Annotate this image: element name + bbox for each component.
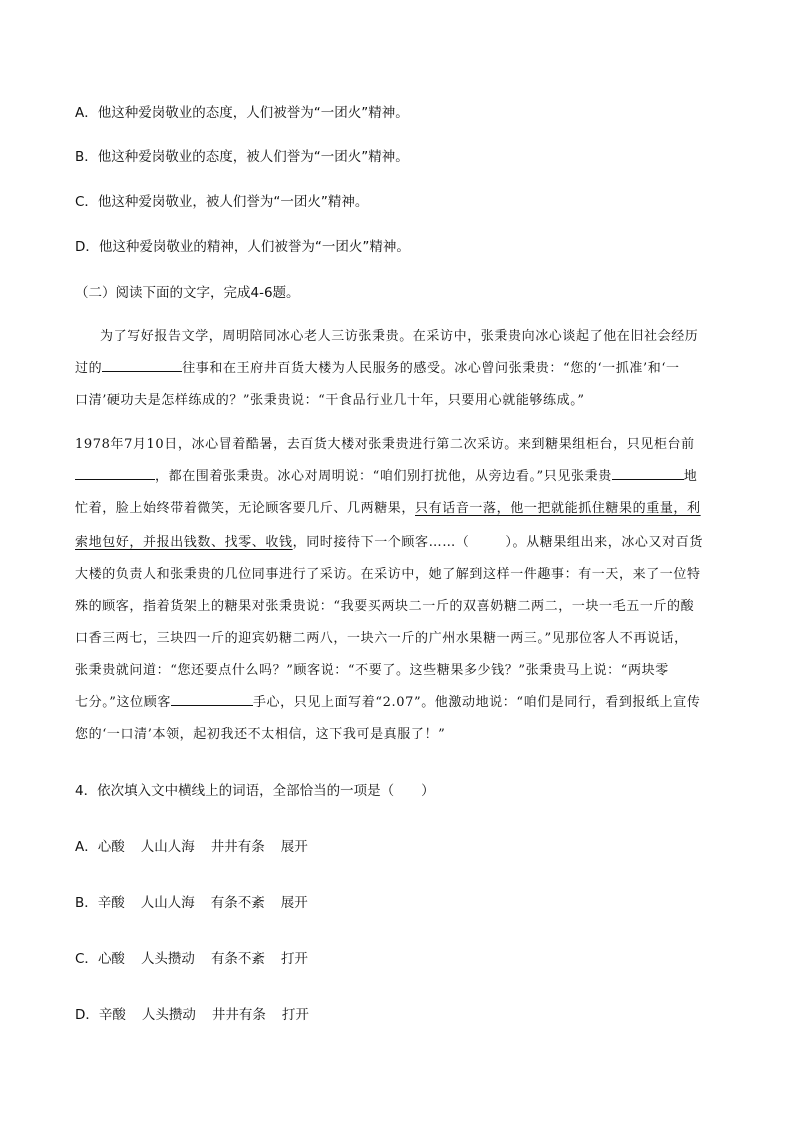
- option-label: C．: [75, 951, 98, 967]
- passage-text: ，都在围着张秉贵。冰心对周明说：“咱们别打扰他，从旁边看。”只见张秉贵: [155, 469, 612, 484]
- option-word: 心酸: [97, 839, 125, 855]
- option-word: 人山人海: [140, 895, 195, 911]
- passage-text: 手心，只见上面写着“2.07”。他激动地说：“咱们是同行，看到报纸上宣传: [252, 695, 701, 710]
- option-label: A．: [75, 839, 98, 855]
- passage-text: ）。从糖果组出来，冰心又对百货: [505, 535, 703, 550]
- passage-line: 大楼的负责人和张秉贵的几位同事进行了采访。在采访中，她了解到这样一件趣事：有一天，来了一位特: [75, 567, 701, 582]
- option-word: 辛酸: [97, 895, 125, 911]
- q4-option-c: [75, 949, 324, 969]
- passage-line: 张秉贵就问道：“您还要点什么吗？”顾客说：“不要了。这些糖果多少钱？”张秉贵马上说：“两块零: [75, 663, 669, 678]
- section-heading: （二）阅读下面的文字，完成4-6题。: [75, 285, 300, 301]
- option-word: 人头攒动: [140, 951, 195, 967]
- passage-line: [75, 693, 700, 713]
- passage-line: 1978年7月10日，冰心冒着酷暑，去百货大楼对张秉贵进行第二次采访。来到糖果组柜台，只见柜台前: [75, 437, 695, 452]
- q3-option-b: B．他这种爱岗敬业的态度，被人们誉为“一团火”精神。: [75, 149, 409, 165]
- passage-text: ，同时接待下一个顾客……（: [292, 535, 470, 550]
- passage-line: [75, 499, 701, 519]
- option-word: 有条不紊: [210, 895, 265, 911]
- passage-line: 口香三两七，三块四一斤的迎宾奶糖二两八，一块六一斤的广州水果糖一两三。”见那位客人不再说话，: [75, 631, 688, 646]
- option-label: B．: [75, 895, 98, 911]
- option-word: 展开: [280, 895, 308, 911]
- option-word: 打开: [280, 951, 308, 967]
- q3-option-d: D．他这种爱岗敬业的精神，人们被誉为“一团火”精神。: [75, 239, 410, 255]
- underlined-sentence: 索地包好，并报出钱数、找零、收钱: [75, 535, 293, 550]
- q3-option-a: A．他这种爱岗敬业的态度，人们被誉为“一团火”精神。: [75, 105, 409, 121]
- passage-line: [75, 533, 703, 553]
- option-word: 辛酸: [98, 1007, 126, 1023]
- fill-blank-1: [102, 359, 182, 372]
- passage-line: [75, 359, 680, 379]
- option-word: 打开: [281, 1007, 309, 1023]
- option-word: 人头攒动: [141, 1007, 196, 1023]
- underlined-sentence: 只有话音一落，他一把就能抓住糖果的重量，利: [415, 501, 701, 516]
- q4-option-a: [75, 837, 324, 857]
- q4-option-d: [75, 1005, 325, 1025]
- option-word: 有条不紊: [210, 951, 265, 967]
- fill-blank-4: [171, 693, 253, 706]
- q3-option-c: C．他这种爱岗敬业，被人们誉为“一团火”精神。: [75, 194, 369, 210]
- passage-text: 往事和在王府井百货大楼为人民服务的感受。冰心曾问张秉贵：“您的‘一抓准’和‘一: [182, 361, 680, 376]
- option-word: 井井有条: [210, 839, 265, 855]
- passage-line: 为了写好报告文学，周明陪同冰心老人三访张秉贵。在采访中，张秉贵向冰心谈起了他在旧社会经历: [100, 329, 699, 344]
- option-word: 井井有条: [211, 1007, 266, 1023]
- q4-stem: 4．依次填入文中横线上的词语，全部恰当的一项是（ ）: [75, 783, 435, 799]
- option-word: 展开: [280, 839, 308, 855]
- passage-text: 过的: [75, 361, 103, 376]
- passage-line: [75, 467, 697, 487]
- fill-blank-3: [612, 467, 684, 480]
- passage-line: 您的‘一口清’本领，起初我还不太相信，这下我可是真服了！”: [75, 727, 446, 742]
- passage-line: 口清’硬功夫是怎样练成的？”张秉贵说：“干食品行业几十年，只要用心就能够练成。”: [75, 393, 585, 408]
- option-word: 人山人海: [140, 839, 195, 855]
- option-label: D．: [75, 1007, 99, 1023]
- fill-blank-2: [75, 467, 155, 480]
- option-word: 心酸: [97, 951, 125, 967]
- passage-text: 七分。”这位顾客: [75, 695, 171, 710]
- passage-text: 忙着，脸上始终带着微笑，无论顾客要几斤、几两糖果，: [75, 501, 416, 516]
- passage-text: 地: [683, 469, 698, 484]
- passage-line: 殊的顾客，指着货架上的糖果对张秉贵说：“我要买两块二一斤的双喜奶糖二两二，一块一毛五一斤的酸: [75, 599, 695, 614]
- q4-option-b: [75, 893, 324, 913]
